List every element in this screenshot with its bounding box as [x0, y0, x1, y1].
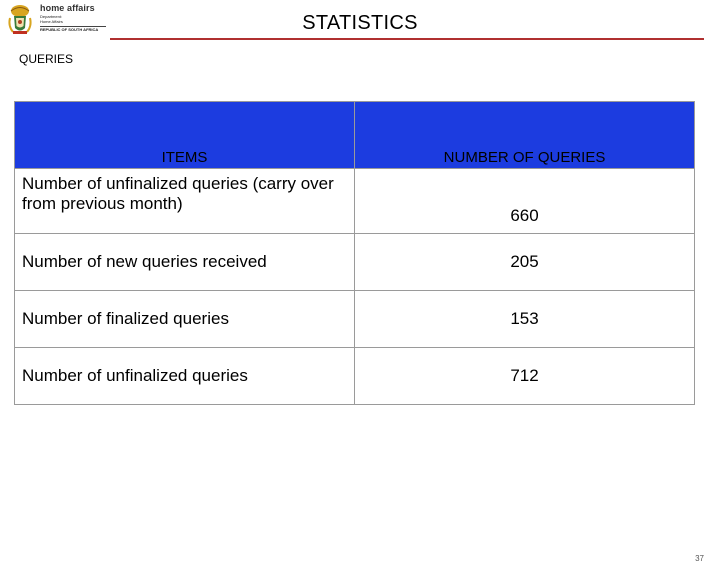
table-header-row — [15, 102, 695, 169]
queries-table — [14, 101, 695, 405]
logo-republic-text: REPUBLIC OF SOUTH AFRICA — [40, 27, 99, 32]
row-item-value: 712 — [355, 348, 695, 405]
home-affairs-logo — [4, 2, 104, 36]
page-title: STATISTICS — [302, 12, 418, 34]
title-divider — [110, 38, 704, 40]
row-item-label: Number of finalized queries — [15, 291, 355, 348]
logo-home-affairs-text: Home Affairs — [40, 19, 63, 24]
table-row — [15, 169, 695, 234]
row-item-label: Number of new queries received — [15, 234, 355, 291]
table-row — [15, 291, 695, 348]
column-header-items: ITEMS — [15, 102, 355, 169]
coat-of-arms-icon — [4, 2, 36, 36]
page-number: 37 — [695, 554, 704, 563]
row-item-label: Number of unfinalized queries — [15, 348, 355, 405]
row-item-label: Number of unfinalized queries (carry over from previous month) — [15, 169, 355, 234]
table-row — [15, 234, 695, 291]
row-item-value: 153 — [355, 291, 695, 348]
row-item-value: 660 — [355, 169, 695, 234]
logo-brand-text: home affairs — [40, 3, 95, 13]
column-header-number-of-queries: NUMBER OF QUERIES — [355, 102, 695, 169]
logo-department-text: Department: — [40, 14, 63, 19]
row-item-value: 205 — [355, 234, 695, 291]
section-label: QUERIES — [19, 52, 74, 66]
table-row — [15, 348, 695, 405]
